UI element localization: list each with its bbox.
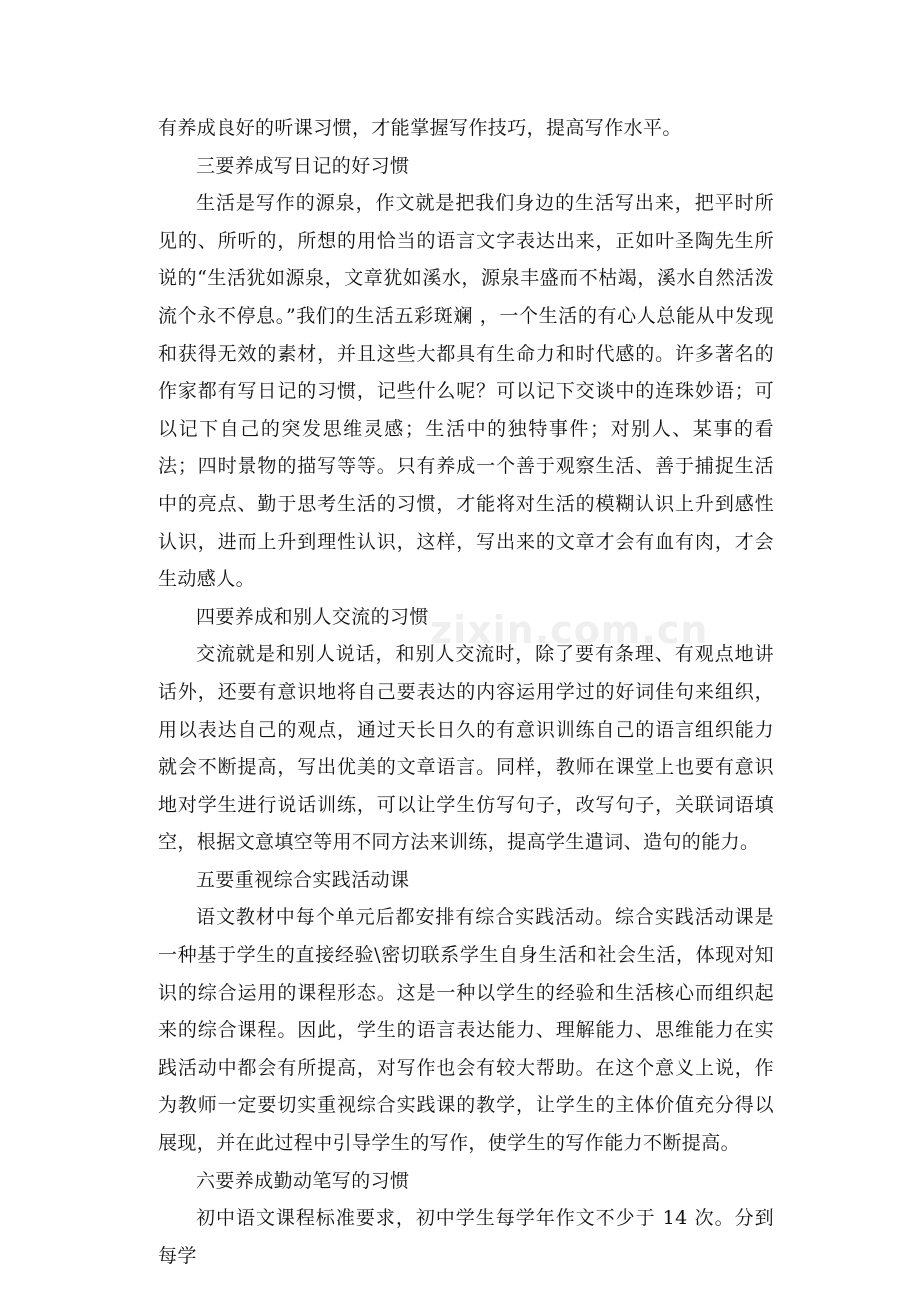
section-heading-6: 六要养成勤动笔写的习惯	[196, 1169, 410, 1192]
section-heading-5: 五要重视综合实践活动课	[196, 868, 410, 891]
watermark: zixin.com.cn	[430, 608, 709, 652]
section-heading-3: 三要养成写日记的好习惯	[196, 154, 410, 177]
paragraph-diary: 生活是写作的源泉，作文就是把我们身边的生活写出来，把平时所见的、所听的，所想的用恰当的语言文字表达出来，正如叶圣陶先生所说的“生活犹如源泉，文章犹如溪水，源泉丰盛而不枯竭，溪水自然活泼流个永不停息。”我们的生活五彩斑斓 ，一个生活的有心人总能从中发现和获得无效的素材，并且这些大都具有生命力和时代感的。许多著名的作家都有写日记的习惯，记些什么呢？可以记下交谈中的连珠妙语；可以记下自己的突发思维灵感；生活中的独特事件；对别人、某事的看法；四时景物的描写等等。只有养成一个善于观察生活、善于捕捉生活中的亮点、勤于思考生活的习惯，才能将对生活的模糊认识上升到感性认识，进而上升到理性认识，这样，写出来的文章才会有血有肉，才会生动感人。	[158, 192, 774, 591]
paragraph-continuation: 有养成良好的听课习惯，才能掌握写作技巧，提高写作水平。	[158, 117, 682, 139]
section-heading-4: 四要养成和别人交流的习惯	[196, 605, 429, 628]
paragraph-practice: 语文教材中每个单元后都安排有综合实践活动。综合实践活动课是一种基于学生的直接经验\密切联系学生自身生活和社会生活，体现对知识的综合运用的课程形态。这是一种以学生的经验和生活核心而组织起来的综合课程。因此，学生的语言表达能力、理解能力、思维能力在实践活动中都会有所提高，对写作也会有较大帮助。在这个意义上说，作为教师一定要切实重视综合实践课的教学，让学生的主体价值充分得以展现，并在此过程中引导学生的写作，使学生的写作能力不断提高。	[158, 906, 774, 1155]
paragraph-writing: 初中语文课程标准要求，初中学生每学年作文不少于 14 次。分到每学	[158, 1207, 774, 1267]
paragraph-communication: 交流就是和别人说话，和别人交流时，除了要有条理、有观点地讲话外，还要有意识地将自己要表达的内容运用学过的好词佳句来组织，用以表达自己的观点，通过天长日久的有意识训练自己的语言组织能力就会不断提高，写出优美的文章语言。同样，教师在课堂上也要有意识地对学生进行说话训练，可以让学生仿写句子，改写句子，关联词语填空，根据文意填空等用不同方法来训练，提高学生遣词、造句的能力。	[158, 643, 774, 854]
document-body	[158, 110, 774, 1275]
